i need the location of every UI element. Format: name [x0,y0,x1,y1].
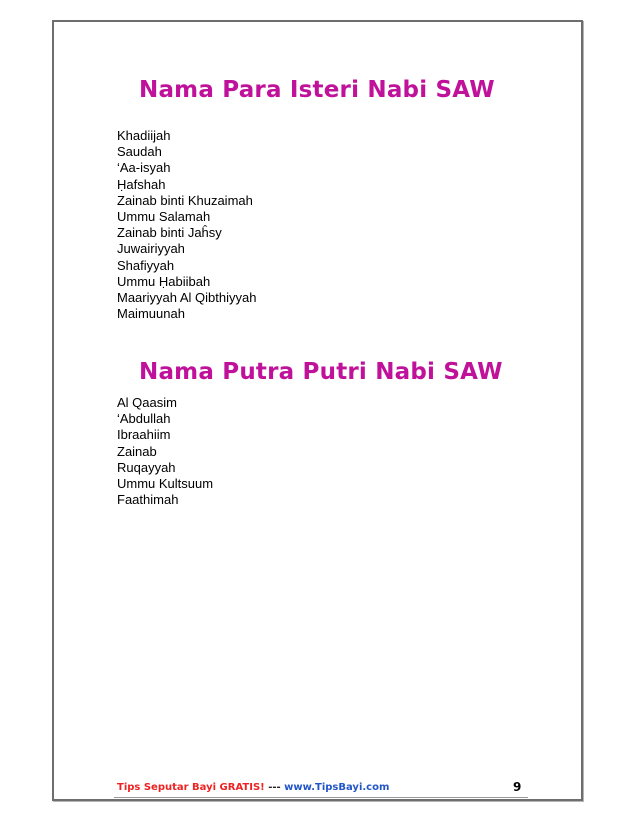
list-item: Ummu Ḥabiibah [117,273,211,289]
list-item: Khadiijah [117,128,171,143]
list-item: Ibraahiim [117,427,171,443]
list-item: Al Qaasim [117,395,177,410]
footer-url-link[interactable]: www.TipsBayi.com [284,782,390,793]
list-item: Zainab binti Khuzaimah [117,192,253,208]
list-item: Ḥafshah [117,176,166,192]
list-item: Ruqayyah [117,459,176,475]
list-item: ‘Abdullah [117,411,171,427]
list-item: Ummu Kultsuum [117,476,214,492]
list-item: Faathimah [117,492,179,508]
list-item: ‘Aa-isyah [117,160,171,176]
children-name-list [117,395,213,508]
wives-name-list [117,128,256,322]
footer-separator: --- [264,782,285,793]
footer-brand: Tips Seputar Bayi GRATIS! [117,782,265,793]
footer-divider [114,797,528,798]
page-footer [117,782,389,793]
list-item: Maariyyah Al Qibthiyyah [117,290,257,306]
page-number: 9 [513,780,522,794]
list-item: Zainab [117,443,157,459]
section-title-children: Nama Putra Putri Nabi SAW [139,359,503,385]
list-item: Maimuunah [117,306,185,322]
section-title-wives: Nama Para Isteri Nabi SAW [139,77,495,103]
list-item: Zainab binti Jaĥsy [117,225,222,241]
list-item: Ummu Salamah [117,209,211,225]
list-item: Juwairiyyah [117,241,185,257]
list-item: Shafiyyah [117,257,175,273]
list-item: Saudah [117,144,162,160]
